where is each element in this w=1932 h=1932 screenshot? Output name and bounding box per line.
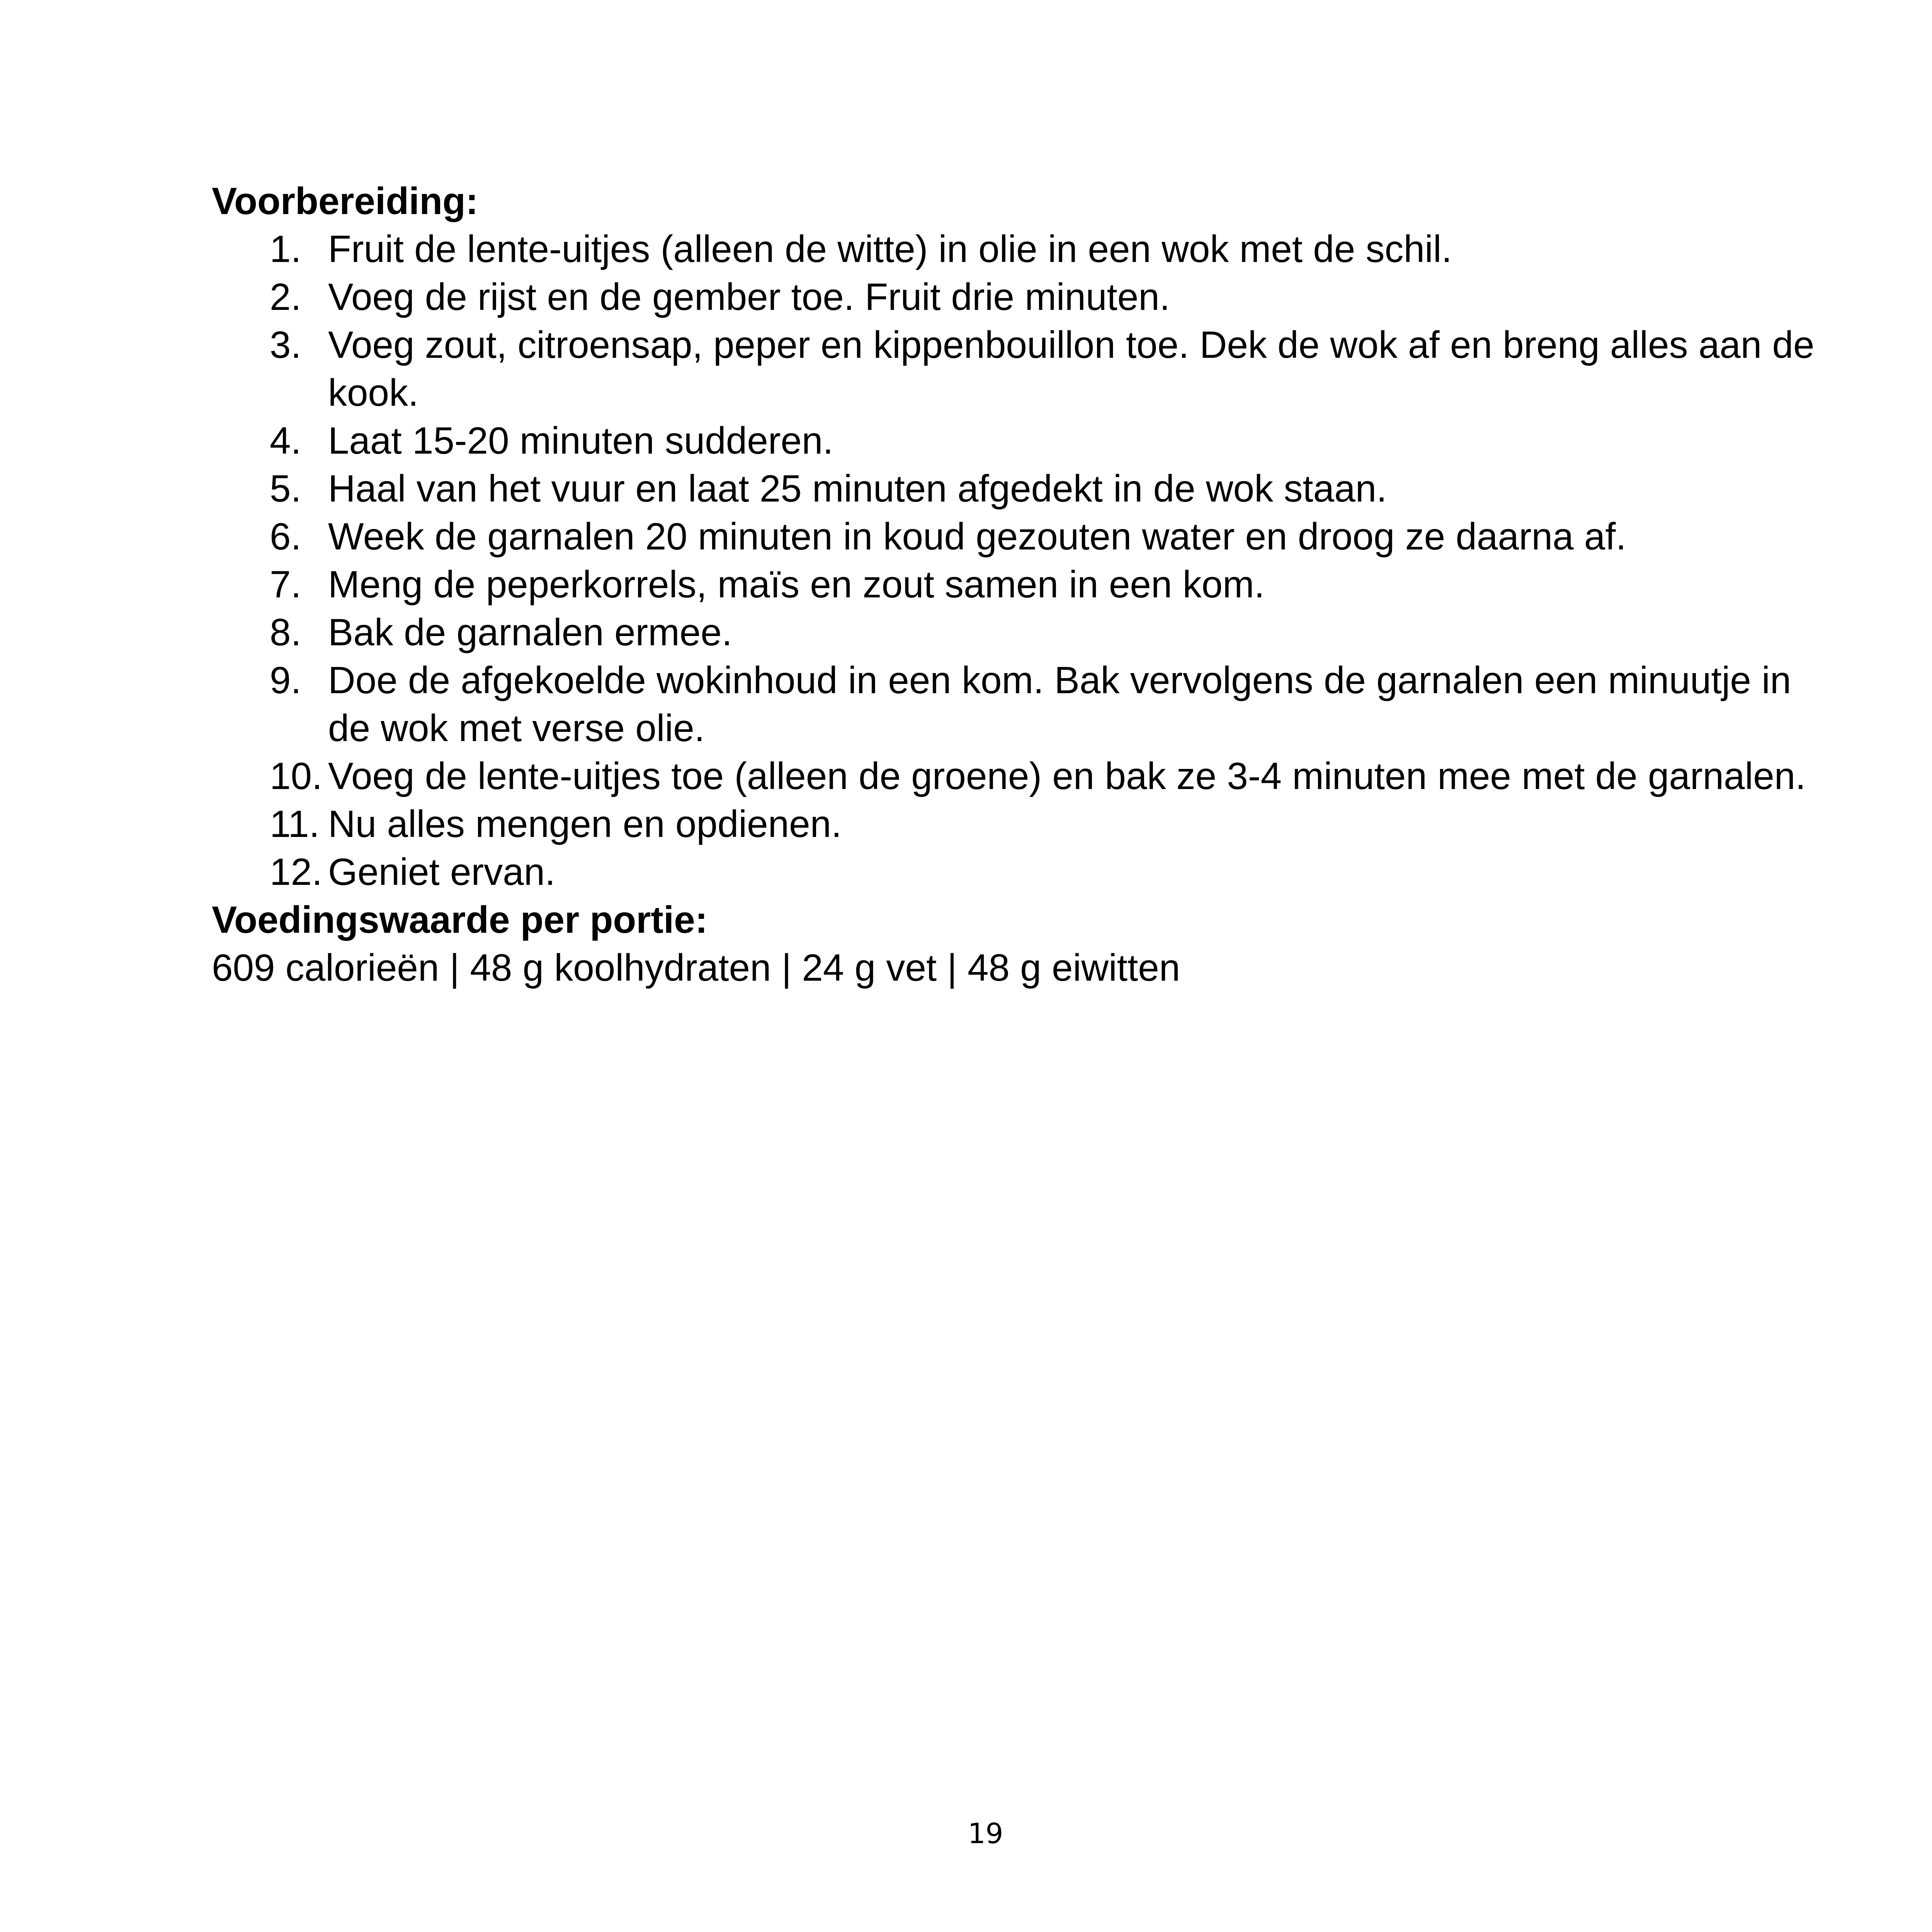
recipe-content (212, 177, 1835, 992)
list-item (212, 608, 1835, 656)
list-item (212, 560, 1835, 608)
step-text: Voeg zout, citroensap, peper en kippenbouillon toe. Dek de wok af en breng alles aan de kook. (328, 323, 1815, 414)
step-text: Laat 15-20 minuten sudderen. (328, 419, 833, 462)
list-item (212, 800, 1835, 848)
step-text: Voeg de rijst en de gember toe. Fruit drie minuten. (328, 276, 1170, 318)
step-number: 2. (270, 276, 301, 318)
list-item (212, 656, 1835, 752)
page-number: 19 (968, 1817, 1003, 1850)
step-number: 10. (270, 755, 323, 797)
step-text: Voeg de lente-uitjes toe (alleen de groene) en bak ze 3-4 minuten mee met de garnalen. (328, 755, 1806, 797)
step-text: Fruit de lente-uitjes (alleen de witte) in olie in een wok met de schil. (328, 228, 1452, 270)
step-text: Geniet ervan. (328, 850, 556, 893)
step-number: 5. (270, 467, 301, 510)
nutrition-summary: 609 calorieën | 48 g koolhydraten | 24 g vet | 48 g eiwitten (212, 946, 1180, 989)
step-number: 12. (270, 850, 323, 893)
step-text: Haal van het vuur en laat 25 minuten afgedekt in de wok staan. (328, 467, 1387, 510)
preparation-heading: Voorbereiding: (212, 180, 478, 222)
list-item (212, 225, 1835, 273)
step-number: 11. (270, 803, 320, 845)
step-number: 8. (270, 611, 301, 653)
step-number: 1. (270, 228, 301, 270)
nutrition-heading: Voedingswaarde per portie: (212, 898, 708, 941)
list-item (212, 848, 1835, 896)
step-number: 3. (270, 323, 301, 366)
list-item (212, 752, 1835, 800)
list-item (212, 321, 1835, 417)
list-item (212, 273, 1835, 321)
step-number: 4. (270, 419, 301, 462)
step-text: Doe de afgekoelde wokinhoud in een kom. Bak vervolgens de garnalen een minuutje in de wok met verse olie. (328, 659, 1791, 749)
step-text: Bak de garnalen ermee. (328, 611, 732, 653)
list-item (212, 417, 1835, 464)
preparation-steps-list (212, 225, 1835, 896)
step-number: 6. (270, 515, 301, 558)
step-number: 9. (270, 659, 301, 701)
list-item (212, 512, 1835, 560)
step-text: Meng de peperkorrels, maïs en zout samen in een kom. (328, 563, 1265, 605)
list-item (212, 464, 1835, 512)
step-text: Nu alles mengen en opdienen. (328, 803, 842, 845)
step-number: 7. (270, 563, 301, 605)
step-text: Week de garnalen 20 minuten in koud gezouten water en droog ze daarna af. (328, 515, 1626, 558)
